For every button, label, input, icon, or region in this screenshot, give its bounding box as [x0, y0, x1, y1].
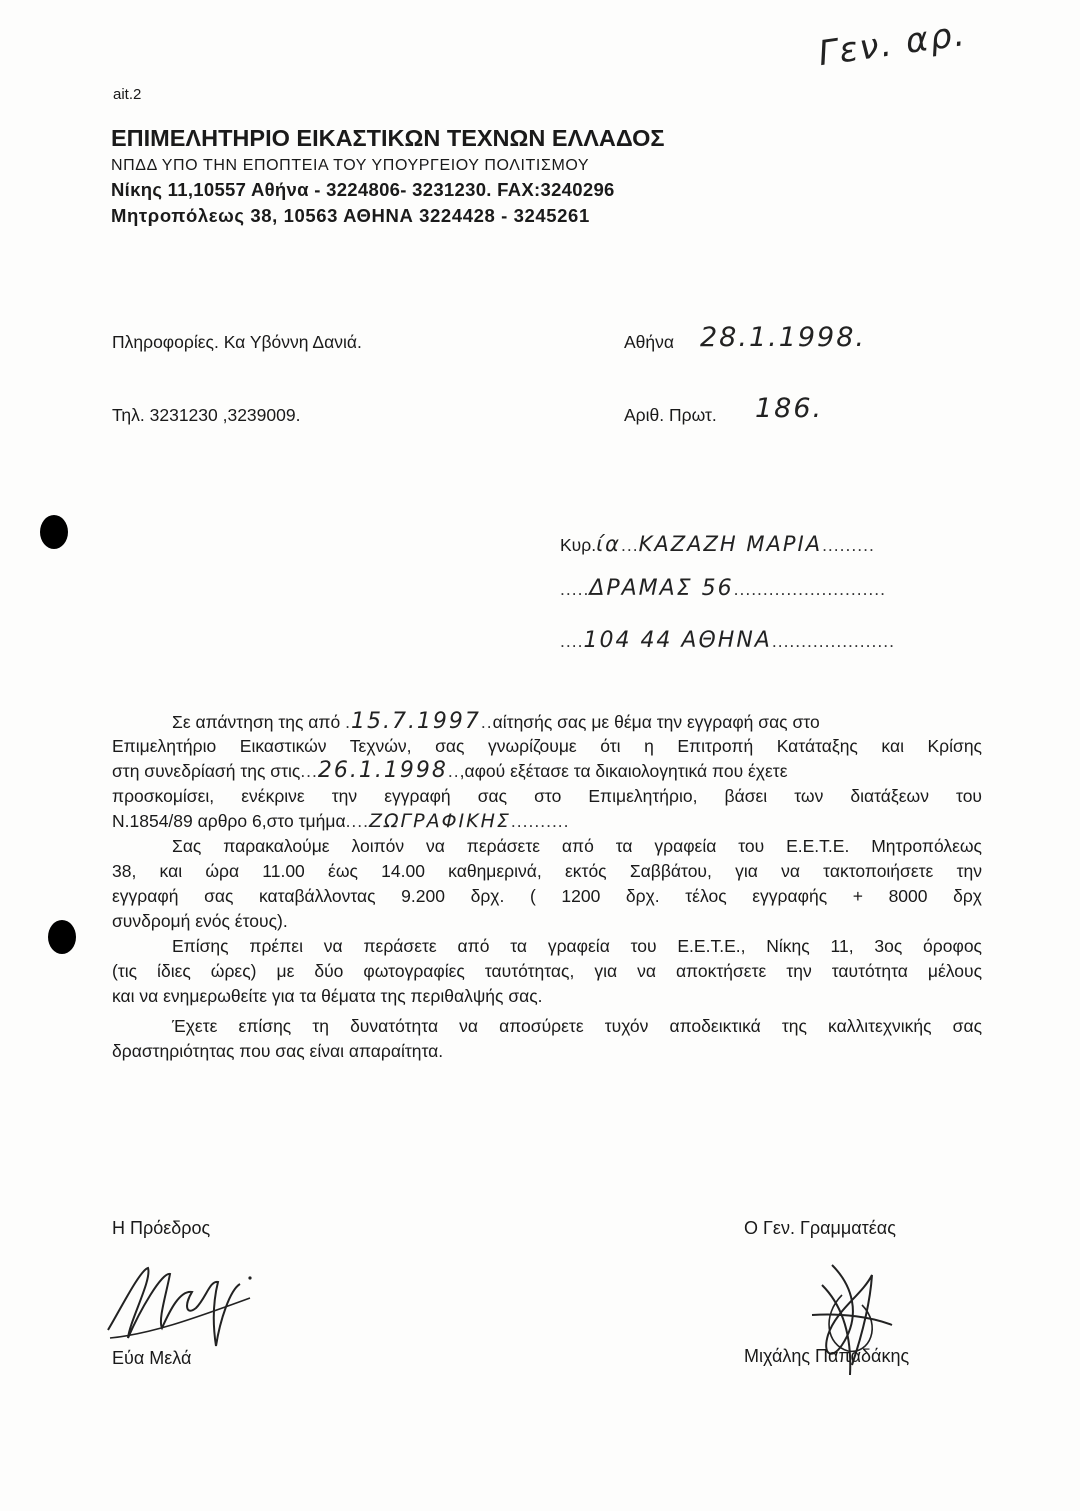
body-line: 38, και ώρα 11.00 έως 14.00 καθημερινά, εκτός Σαββάτου, για να τακτοποιήσετε την — [112, 861, 982, 881]
protocol-value: 186. — [755, 393, 824, 424]
body-line: Σε απάντηση της από .15.7.1997..αίτησής σας με θέμα την εγγραφή σας στο — [172, 709, 820, 734]
date-value: 28.1.1998. — [700, 322, 866, 353]
recipient-city: 104 44 ΑΘΗΝΑ — [583, 628, 772, 653]
handwritten-note: Γεν. αρ. — [815, 13, 969, 75]
reference-code: ait.2 — [113, 86, 142, 103]
punch-hole-top — [40, 515, 68, 549]
body-line: εγγραφή σας καταβάλλοντας 9.200 δρχ. ( 1200 δρχ. τέλος εγγραφής + 8000 δρχ — [112, 886, 982, 906]
body-line: προσκομίσει, ενέκρινε την εγγραφή σας στο Επιμελητήριο, βάσει των διατάξεων του — [112, 786, 982, 806]
punch-hole-bottom — [48, 920, 76, 954]
body-line: συνδρομή ενός έτους). — [112, 911, 288, 931]
org-address-2: Μητροπόλεως 38, 10563 ΑΘΗΝΑ 3224428 - 3245261 — [111, 205, 590, 226]
body-line: Επίσης πρέπει να περάσετε από τα γραφεία του Ε.Ε.Τ.Ε., Νίκης 11, 3ος όροφος — [172, 936, 982, 956]
meeting-date: 26.1.1998 — [317, 758, 448, 783]
protocol-label: Αριθ. Πρωτ. — [624, 405, 717, 425]
section-name: ΖΩΓΡΑΦΙΚΗΣ — [369, 810, 511, 832]
body-line: Σας παρακαλούμε λοιπόν να περάσετε από τα γραφεία του Ε.Ε.Τ.Ε. Μητροπόλεως — [172, 836, 982, 856]
org-address-1: Νίκης 11,10557 Αθήνα - 3224806- 3231230. FAX:3240296 — [111, 179, 615, 200]
left-signature-title: Η Πρόεδρος — [112, 1218, 211, 1238]
body-line: Επιμελητήριο Εικαστικών Τεχνών, σας γνωρίζουμε ότι η Επιτροπή Κατάταξης και Κρίσης — [112, 736, 982, 756]
application-date: 15.7.1997 — [350, 709, 481, 734]
body-line: στη συνεδρίασή της στις...26.1.1998..,αφού εξέτασε τα δικαιολογητικά που έχετε — [112, 758, 788, 783]
recipient-name: ΚΑΖΑΖΗ ΜΑΡΙΑ — [638, 532, 823, 556]
body-line: (τις ίδιες ώρες) με δύο φωτογραφίες ταυτότητας, για να αποκτήσετε την ταυτότητα μέλους — [112, 961, 982, 981]
right-signature-title: Ο Γεν. Γραμματέας — [744, 1218, 896, 1238]
org-subtitle: ΝΠΔΔ ΥΠΟ ΤΗΝ ΕΠΟΠΤΕΙΑ ΤΟΥ ΥΠΟΥΡΓΕΙΟΥ ΠΟΛΙΤΙΣΜΟΥ — [111, 157, 590, 174]
left-signature-name: Εύα Μελά — [112, 1348, 192, 1368]
right-signature-name: Μιχάλης Παπαδάκης — [744, 1346, 910, 1366]
date-label: Αθήνα — [624, 332, 675, 352]
recipient-street: ΔΡΑΜΑΣ 56 — [589, 576, 734, 601]
contact-info: Πληροφορίες. Κα Υβόννη Δανιά. — [112, 332, 362, 352]
document-page: Γεν. αρ. ait.2 ΕΠΙΜΕΛΗΤΗΡΙΟ ΕΙΚΑΣΤΙΚΩΝ ΤΕΧΝΩΝ ΕΛΛΑΔΟΣ ΝΠΔΔ ΥΠΟ ΤΗΝ ΕΠΟΠΤΕΙΑ ΤΟΥ ΥΠΟΥΡΓΕΙΟΥ ΠΟΛΙΤΙΣΜΟΥ Νίκης 11,10557 Αθήνα - 3224806- 3231230. FAX:3240296 Μητροπόλεως 38, 10563 ΑΘΗΝΑ 3224428 - 3245261 Πληροφορίες. Κα Υβόννη Δανιά. Τηλ. 3231230 ,3239009. Αθήνα 28.1.1998. Αριθ. Πρωτ. 186. Κυρ.ία...ΚΑΖΑΖΗ ΜΑΡΙΑ......... .....ΔΡΑΜΑΣ 56.......................... ....104 44 ΑΘΗΝΑ..................... Σε απάντηση της από .15.7.1997..αίτησής σας με θέμα την εγγραφή σας στο Επιμελητήριο Εικαστικών Τεχνών, σας γνωρίζουμε ότι η Επιτροπή Κατάταξης και Κρίσης στη συνεδρίασή της στις...26.1.1998..,αφού εξέτασε τα δικαιολογητικά που έχετε προσκομίσει, ενέκρινε την εγγραφή σας στο Επιμελητήριο, βάσει των διατάξεων του Ν.1854/89 αρθρο 6,στο τμήμα....ΖΩΓΡΑΦΙΚΗΣ.......... Σας παρακαλούμε λοιπόν να περάσετε από τα γραφεία του Ε.Ε.Τ.Ε. Μητροπόλεως 38, και ώρα 11.00 έως 14.00 καθημερινά, εκτός Σαββάτου, για να τακτοποιήσετε την εγγραφή σας καταβάλλοντας 9.200 δρχ. ( 1200 δρχ. τέλος εγγραφής + 8000 δρχ συνδρομή ενός έτους). Επίσης πρέπει να περάσετε από τα γραφεία του Ε.Ε.Τ.Ε., Νίκης 11, 3ος όροφος (τις ίδιες ώρες) με δύο φωτογραφίες ταυτότητας, για να αποκτήσετε την ταυτότητα μέλους και να ενημερωθείτε για τα θέματα της περιθαλψής σας. Έχετε επίσης τη δυνατότητα να αποσύρετε τυχόν αποδεικτικά της καλλιτεχνικής σας δραστηριότητας που σας είναι απαραίτητα. Η Πρόεδρος Εύα Μελά Ο Γεν. Γραμματέας Μιχάλης Παπαδάκης — [0, 0, 1080, 1511]
body-line: δραστηριότητας που σας είναι απαραίτητα. — [112, 1041, 444, 1061]
phone-info: Τηλ. 3231230 ,3239009. — [112, 405, 301, 425]
body-line: και να ενημερωθείτε για τα θέματα της περιθαλψής σας. — [112, 986, 543, 1006]
recipient-prefix: Κυρ. — [560, 535, 597, 555]
body-line: Ν.1854/89 αρθρο 6,στο τμήμα....ΖΩΓΡΑΦΙΚΗΣ.......... — [112, 810, 570, 832]
recipient-title: ία — [596, 532, 622, 556]
org-name: ΕΠΙΜΕΛΗΤΗΡΙΟ ΕΙΚΑΣΤΙΚΩΝ ΤΕΧΝΩΝ ΕΛΛΑΔΟΣ — [111, 125, 665, 151]
body-line: Έχετε επίσης τη δυνατότητα να αποσύρετε τυχόν αποδεικτικά της καλλιτεχνικής σας — [172, 1016, 982, 1036]
